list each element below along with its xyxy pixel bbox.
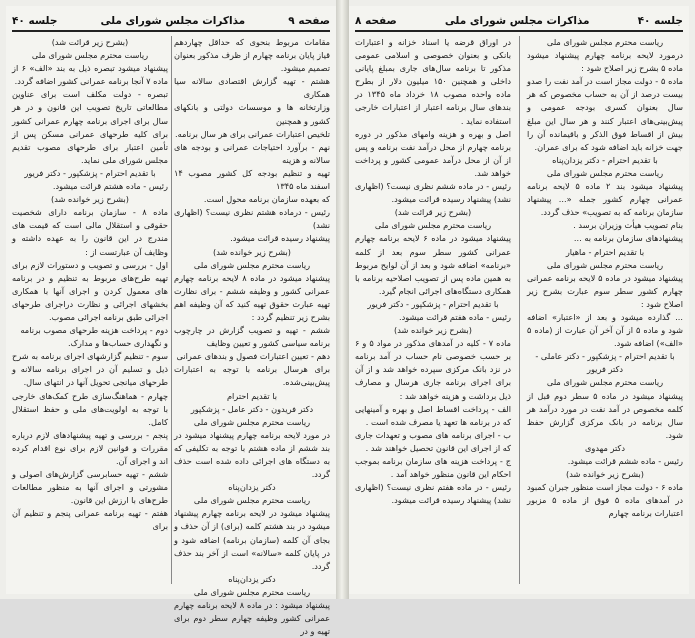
text-paragraph: الف - پرداخت اقساط اصل و بهره و آمینهایی که در برنامه ها تعهد یا مصرف شده است .	[355, 403, 511, 427]
text-paragraph: ماده ۷ - کلیه در آمدهای مذکور در مواد ۵ و ۶ بر حسب خصوصی نام حساب در آمد برنامه در نزد بانک مرکزی سپرده خواهد شد و از آن برای اجرای برنامه جاری هرسال و مصارف ذیل برداشت و هزینه خواهد شد :	[355, 338, 511, 401]
text-paragraph: پیشنهاد میشود در ماده ۸ لایحه برنامه چهارم عمرانی کشور و وظیفه ششم - برای نظارت تهیه عبارت حقوق تهیه کنید که آن وظیفه اهم بشرح زیر تنظیم گردد :	[174, 272, 330, 322]
text-paragraph: نهم - برآورد احتیاجات عمرانی و بودجه های سالانه و هزینه	[174, 141, 330, 165]
page-number: صفحه ۹	[288, 15, 330, 27]
text-paragraph: ماده ۸ - سازمان برنامه دارای شخصیت حقوقی و استقلال مالی است که قیمت های مندرج در این قانون را به عهده داشته و وظایف آن عبارتست از :	[12, 207, 168, 257]
text-paragraph: وزارتخانه ها و موسسات دولتی و بانکهای کشور و همچنین	[174, 102, 330, 126]
text-paragraph: ششم - تهیه و تصویب گزارش در چارچوب برنامه سیاسی کشور و تعیین وظایف	[174, 325, 330, 349]
text-paragraph: مقامات مربوط بنحوی که حداقل چهاردهم قیاز پایان برنامه چهارم از ظرف مذکور بعنوان تصمیم میشود.	[174, 37, 330, 74]
text-paragraph: (بشرح زیر خوانده شد)	[213, 246, 291, 257]
session-label: جلسه ۴۰	[12, 15, 58, 27]
text-paragraph: تهیه و تنظیم بودجه کل کشور مصوب ۱۴ اسفند ماه ۱۳۴۵	[174, 167, 330, 192]
text-paragraph: پنجم - بررسی و تهیه پیشنهادهای لازم درباره مقررات و قوانین لازم برای نوع اقدام کرده اند و اجرای آن.	[12, 429, 168, 466]
text-paragraph: رئیس - در ماده هفتم نظری نیست؟ (اظهاری نشد) پیشنهاد رسیده قرائت میشود.	[355, 482, 511, 506]
text-paragraph: پیشنهاد میشود در ماده ۵ سطر دوم قبل از کلمه مخصوص در آمد نفت در مورد درآمد هر سال برنامه در بانک مرکزی گزارش حفظ شود.	[527, 390, 683, 440]
text-paragraph: رئیس - ماده هفتم قرائت میشود.	[399, 311, 511, 322]
text-paragraph: با تقدیم احترام - پزشکپور - دکتر عاملی - دکتر فریور	[535, 351, 675, 375]
text-paragraph: سوم - تنظیم گزارشهای اجرای برنامه به شرح ذیل و تسلیم آن در اجرای برنامه سالانه و طرحهای میانجی تحویل آنها در انتهای سال.	[12, 351, 168, 388]
text-paragraph: دهم - تعیین اعتبارات فصول و بندهای عمرانی	[176, 351, 330, 362]
text-paragraph: ماده ۵ - دولت مجاز است در آمد نفت را صدو بیست درصد از آن به حساب مخصوص که هر سال بعنوان کسری بودجه عمومی و پیش‌بینی‌های اعتبار کنند و هر سال این مبلغ بیش از اقساط فوق الذکر و باقیمانده آن را جهت خزانه باید اضافه شود که برای عمران.	[527, 76, 683, 152]
text-paragraph: ریاست محترم مجلس شورای ملی	[546, 377, 664, 388]
text-paragraph: رئیس - ماده ششم قرائت میشود.	[567, 456, 683, 466]
column-divider	[171, 36, 172, 584]
text-paragraph: پیشنهاد میشود تبصره ذیل به بند «الف» ۶ از ماده ۷ آنجا برنامه عمرانی کشور اضافه گردد.	[12, 63, 168, 87]
page-number: صفحه ۸	[355, 15, 397, 27]
text-paragraph: اول - بررسی و تصویب و دستورات لازم برای تهیه طرح‌های مربوط به تنظیم و در برنامه های معمول کردن و اجرای آنها با همکاری بخشهای اجرائی و نظارت دراجرای طرحهای اجرائی طبق برنامه اجرائی مصوب.	[12, 259, 168, 322]
text-paragraph: با تقدیم احترام - پزشکپور - دکتر فریور	[24, 167, 156, 178]
text-paragraph: پیشنهادهای سازمان برنامه به ...	[573, 233, 683, 244]
text-paragraph: ریاست محترم مجلس شورای ملی	[546, 259, 664, 270]
text-paragraph: ب - اجرای برنامه های مصوب و تعهدات جاری که از اجرای این قانون تحصیل خواهند شد .	[355, 429, 511, 453]
text-paragraph: ماده ۶ - دولت مجاز است منظور جبران کمبود در آمدهای ماده ۵ فوق از ماده ۵ مزبور اعتبارات برنامه چهارم	[527, 482, 684, 519]
text-paragraph: تبصره - دولت مکلف است برای عناوین مطالعاتی تاریخ تصویب این قانون و در هر سال برای اجرای برنامه چهارم عمرانی کشور برای کلیه طرحهای عمرانی مسکن پس از تأمین اعتبار برای طرحهای مصوب تقدیم مجلس شورای ملی نماید.	[12, 89, 168, 165]
text-paragraph: ریاست محترم مجلس شورای ملی	[31, 50, 149, 61]
text-paragraph: ریاست محترم مجلس شورای ملی	[193, 416, 311, 427]
text-paragraph: ششم - تهیه حسابرسی گزارش‌های اصولی و مشورتی و اجرای آنها به منظور مطالعات طرح‌های با ارزش این قانون.	[12, 469, 168, 506]
text-paragraph: ریاست محترم مجلس شورای ملی	[546, 37, 664, 47]
text-paragraph: تلخیص اعتبارات عمرانی برای هر سال برنامه.	[174, 128, 330, 139]
text-paragraph: پیشنهاد میشود بند ۲ ماده ۵ لایحه برنامه عمرانی چهارم کشور جمله «... پیشنهاد سازمان برنامه که به تصویب» حذف گردد.	[527, 181, 683, 218]
text-paragraph: چهارم - هماهنگ‌سازی طرح کمک‌های خارجی با توجه به اولویت‌های ملی و حفظ استقلال کامل.	[12, 390, 168, 427]
text-paragraph: ریاست محترم مجلس شورای ملی	[193, 259, 311, 270]
text-paragraph: رئیس - در ماده ششم نظری نیست؟ (اظهاری نشد) پیشنهاد رسیده قرائت میشود.	[355, 181, 511, 205]
text-column-right	[527, 36, 683, 586]
text-paragraph: پیشنهاد میشود در لایحه برنامه چهارم پیشنهاد میشود در بند هشتم کلمه (برای) از آن حذف و بجای آن کلمه (سازمان برنامه) اضافه شود و در پایان کلمه «سالانه» است از آخر بند حذف گردد.	[174, 508, 330, 571]
text-paragraph: هفتم - تهیه برنامه عمرانی پنجم و تنظیم آن برای	[12, 508, 168, 532]
text-paragraph: برای هرسال برنامه با توجه به اعتبارات پیش‌بینی‌شده.	[174, 364, 330, 388]
text-paragraph: رئیس - ماده هشتم قرائت میشود.	[52, 181, 168, 192]
text-paragraph: هشتم - تهیه گزارش اقتصادی سالانه سیا همکاری	[174, 76, 330, 100]
text-paragraph: در مورد لایحه برنامه چهارم پیشنهاد میشود در بند ششم از ماده هشتم با توجه به تکلیفی که به دستگاه های اجرائی داده شده است حذف گردد.	[174, 429, 330, 480]
header-title: مذاکرات مجلس شورای ملی	[444, 15, 590, 27]
text-paragraph: ریاست محترم مجلس شورای ملی	[193, 586, 311, 597]
text-paragraph: (بشرح زیر قرائت شد)	[394, 207, 472, 218]
text-paragraph: در اوراق قرضه یا اسناد خزانه و اعتبارات بانکی و بعنوان خصوصی و اسلامی عمومی مذکور تا برنامه سال‌های جاری بمبلغ پایانی داخلی و همچنین ۱۵۰ میلیون دلار از بطرح ماده واحده مصوب ۱۸ خرداد ماه ۱۳۴۵ در بندهای سال برنامه اعتبار از اعتبارات خارجی استفاده نماید .	[355, 37, 511, 126]
book-gutter	[336, 0, 349, 599]
text-paragraph: دکتر یزدان‌پناه	[228, 573, 276, 584]
text-paragraph: (بشرح زیر خوانده شد)	[566, 469, 644, 480]
text-paragraph: پیشنهاد میشود : در ماده ۸ لایحه برنامه چهارم عمرانی کشور وظیفه چهارم سطر دوم برای تهیه و در	[174, 600, 330, 637]
column-divider	[519, 36, 520, 584]
left-page	[6, 6, 336, 637]
header-title: مذاکرات مجلس شورای ملی	[100, 15, 246, 27]
text-paragraph: درمورد لایحه برنامه چهارم پیشنهاد میشود ماده ۵ بشرح زیر اصلاح شود :	[527, 50, 683, 74]
text-paragraph: دوم - پرداخت هزینه طرحهای مصوب برنامه	[20, 325, 168, 336]
text-paragraph: (بشرح زیر خوانده شد)	[394, 325, 472, 336]
text-paragraph: پیشنهاد میشود در ماده ۵ لایحه برنامه عمرانی چهارم کشور سطر سوم عبارت بشرح زیر اصلاح شود :	[527, 272, 683, 309]
text-paragraph: با تقدیم احترام	[226, 390, 278, 401]
text-paragraph: ریاست محترم مجلس شورای ملی	[193, 495, 311, 506]
text-paragraph: بنام تصویب هیأت وزیران برسد .	[573, 220, 683, 231]
page-header	[355, 12, 683, 32]
text-paragraph: ... گذارده میشود و بعد از «اعتبار» اضافه شود و ماده ۵ از آن آخر آن عبارت از (ماده ۵ «الف») اضافه شود.	[527, 311, 683, 349]
text-paragraph: که بعهده سازمان برنامه محول است.	[203, 194, 330, 205]
text-paragraph: پیشنهاد میشود در ماده ۶ لایحه برنامه چهارم عمرانی کشور سطر سوم بعد از کلمه «برنامه» اضافه شود و بعد از آن لوایح مربوط به همین ماده پس از تصویب اصلاحیه برنامه با همکاری دستگاه‌های اجرائی انجام گیرد.	[355, 233, 511, 296]
text-paragraph: ریاست محترم مجلس شورای ملی	[374, 220, 492, 231]
text-paragraph: با تقدیم احترام - دکتر یزدان‌پناه	[552, 154, 658, 165]
text-paragraph: دکتر یزدان‌پناه	[228, 482, 276, 493]
text-column-left	[355, 36, 511, 586]
text-paragraph: دکتر مهدوی	[585, 442, 625, 453]
text-paragraph: و نگهداری حساب‌ها و مدارک.	[67, 338, 168, 349]
text-paragraph: دکتر فریدون - دکتر عامل - پزشکپور	[190, 403, 314, 414]
page-header	[12, 12, 330, 32]
text-paragraph: ج - پرداخت هزینه های سازمان برنامه بموجب احکام این قانون منظور خواهد آمد .	[355, 456, 511, 480]
text-paragraph: اصل و بهره و هزینه وامهای مذکور در دوره برنامه چهارم از محل درآمد نفت برنامه و پس از آن از محل درآمد عمومی کشور و پرداخت خواهد شد.	[355, 128, 511, 178]
session-label: جلسه ۴۰	[637, 15, 683, 27]
text-paragraph: با تقدیم احترام - پزشکپور - دکتر فریور	[367, 298, 499, 309]
text-paragraph: (بشرح زیر خوانده شد)	[51, 194, 129, 205]
right-page	[349, 6, 689, 594]
text-column-right	[174, 36, 330, 637]
text-paragraph: با تقدیم احترام - ماهیار	[565, 246, 645, 257]
text-column-left	[12, 36, 168, 586]
text-paragraph: (بشرح زیر قرائت شد)	[51, 37, 129, 47]
text-paragraph: ریاست محترم مجلس شورای ملی	[546, 167, 664, 178]
text-paragraph: پیشنهاد رسیده قرائت میشود.	[230, 233, 330, 244]
text-paragraph: رئیس - درماده هشتم نظری نیست؟ (اظهاری نشد)	[174, 207, 330, 231]
